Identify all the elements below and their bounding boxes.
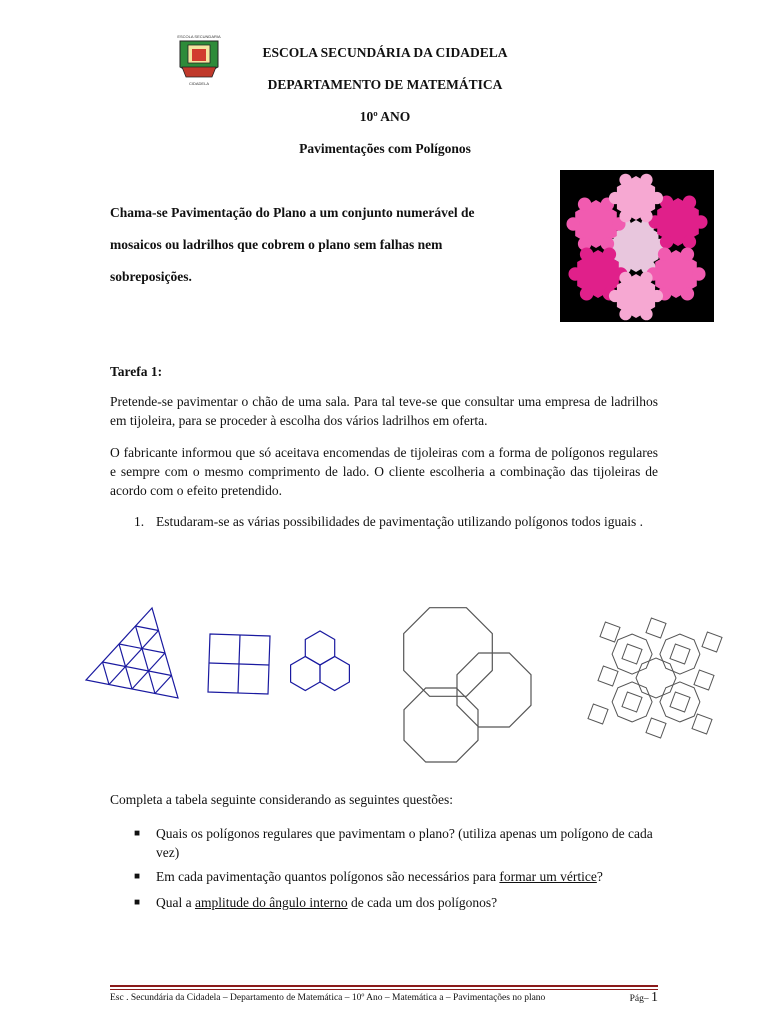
- puzzle-tiling-image: [560, 170, 714, 322]
- intro-line-3: sobreposições.: [110, 269, 192, 284]
- list-item-number: 1.: [134, 514, 145, 529]
- octagon-square-tiling: [588, 618, 722, 738]
- school-name: ESCOLA SECUNDÁRIA DA CIDADELA: [262, 45, 508, 60]
- footer-rule-thin: [110, 989, 658, 990]
- page-title: Pavimentações com Polígonos: [299, 141, 471, 156]
- bullet-text-2-pre: Em cada pavimentação quantos polígonos são necessários para: [156, 869, 500, 884]
- page-label: Pág–: [629, 994, 651, 1004]
- bullet-item: ■ Em cada pavimentação quantos polígonos são necessários para formar um vértice?: [134, 869, 603, 884]
- page-number: [630, 990, 658, 1006]
- task-paragraph-1: Pretende-se pavimentar o chão de uma sala. Para tal teve-se que consultar uma empresa de ladrilhos em tijoleira, para se proceder à escolha dos vários ladrilhos em oferta.: [110, 394, 658, 428]
- hexagon-tiling: [291, 631, 350, 691]
- puzzle-piece: [609, 174, 663, 223]
- list-item-text: Estudaram-se as várias possibilidades de pavimentação utilizando polígonos todos iguais .: [156, 514, 644, 529]
- bullet-text-2-underlined: formar um vértice: [499, 869, 597, 884]
- bullet-item: ■ Qual a amplitude do ângulo interno de cada um dos polígonos?: [134, 895, 498, 910]
- footer-rule: [110, 985, 658, 987]
- square-tiling: [208, 634, 270, 694]
- bullet-text-2-post: ?: [596, 869, 603, 884]
- logo-top-text: ESCOLA SECUNDARIA: [177, 34, 221, 39]
- bullet-text-1: Quais os polígonos regulares que pavimentam o plano? (utiliza apenas um polígono de cada vez): [156, 826, 653, 860]
- bullet-text-3-post: de cada um dos polígonos?: [347, 895, 498, 910]
- department-name: DEPARTAMENTO DE MATEMÁTICA: [267, 77, 503, 92]
- bullet-item: ■ Quais os polígonos regulares que pavimentam o plano? (utiliza apenas um polígono de cada vez): [134, 824, 658, 862]
- school-logo: [172, 33, 226, 87]
- task-paragraph-2: O fabricante informou que só aceitava encomendas de tijoleiras com a forma de polígonos regulares e sempre com o mesmo comprimento de lado. O cliente escolheria a combinação das tijoleiras de acordo com o efeito pretendido.: [110, 445, 658, 498]
- intro-line-2: mosaicos ou ladrilhos que cobrem o plano sem falhas nem: [110, 237, 443, 252]
- triangle-tiling: [86, 608, 178, 698]
- octagon-overlap-figure: [404, 608, 531, 762]
- task-title: Tarefa 1:: [110, 364, 163, 379]
- page-number-value: 1: [651, 990, 658, 1005]
- bullet-text-3-underlined: amplitude do ângulo interno: [194, 895, 348, 910]
- footer: [110, 990, 658, 1005]
- intro-line-1: Chama-se Pavimentação do Plano a um conjunto numerável de: [110, 205, 475, 220]
- tiling-figures: [0, 600, 768, 800]
- list-item: [134, 512, 658, 531]
- bullet-text-3-pre: Qual a: [156, 895, 195, 910]
- school-year: 10º ANO: [359, 109, 411, 124]
- logo-bottom-text: CIDADELA: [188, 81, 210, 86]
- footer-text: Esc . Secundária da Cidadela – Departamento de Matemática – 10º Ano – Matemática a – Pavimentações no plano: [110, 993, 546, 1003]
- instructions-lead: Completa a tabela seguinte considerando as seguintes questões:: [110, 792, 454, 807]
